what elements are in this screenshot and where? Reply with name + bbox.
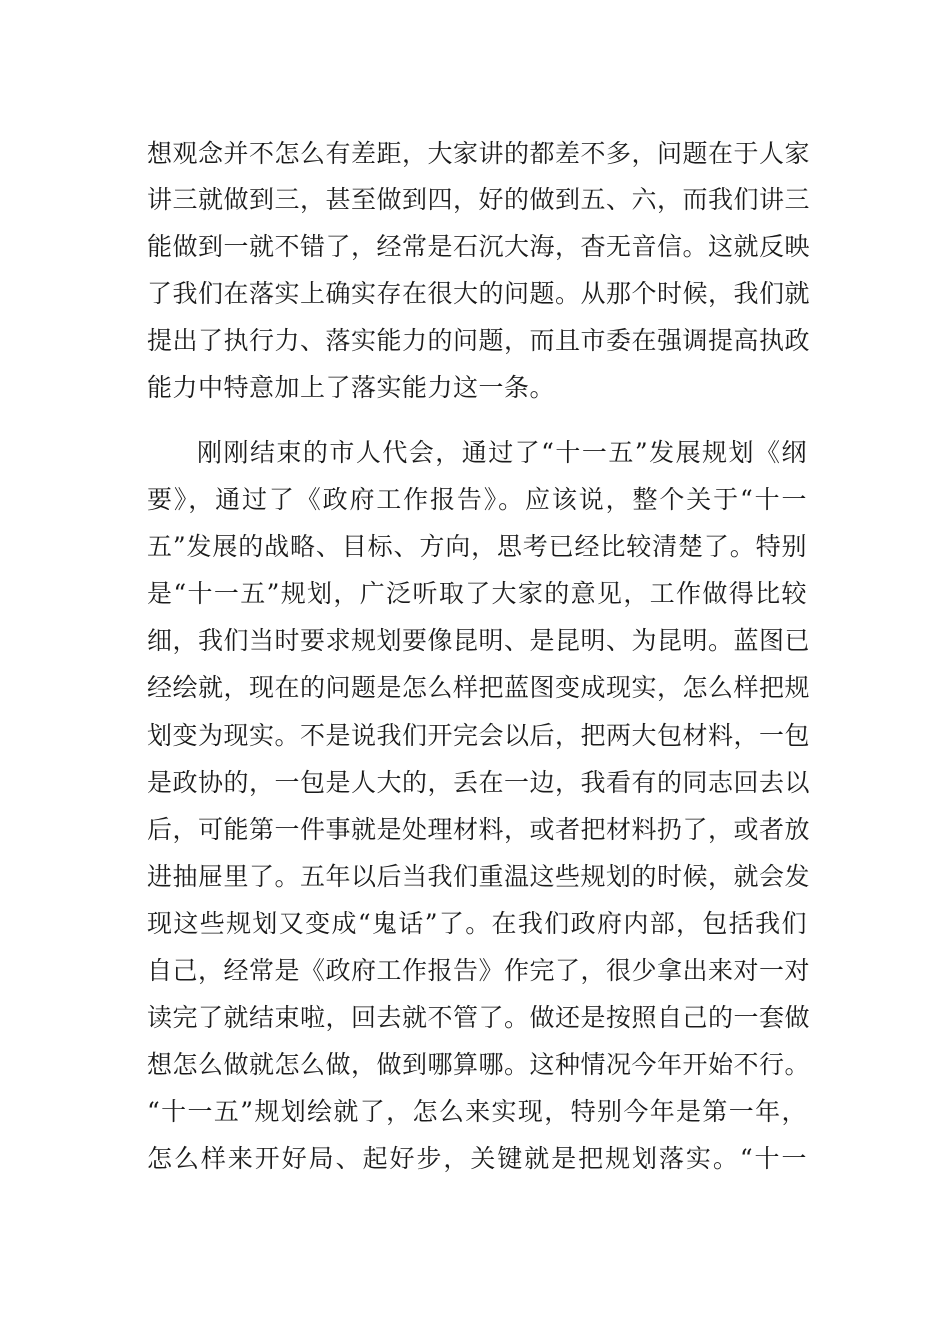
text-line-8: 要》，通过了《政府工作报告》。应该说，整个关于“十一	[147, 485, 807, 514]
text-line-7: 刚刚结束的市人代会，通过了“十一五”发展规划《纲	[197, 438, 807, 467]
text-line-21: “十一五”规划绘就了，怎么来实现，特别今年是第一年，	[147, 1097, 807, 1126]
text-line-17: 现这些规划又变成“鬼话”了。在我们政府内部，包括我们	[147, 909, 807, 938]
text-line-3: 能做到一就不错了，经常是石沉大海，杳无音信。这就反映	[147, 232, 811, 261]
text-line-16: 进抽屉里了。五年以后当我们重温这些规划的时候，就会发	[147, 862, 811, 891]
text-line-14: 是政协的，一包是人大的，丢在一边，我看有的同志回去以	[147, 768, 811, 797]
text-line-12: 经绘就，现在的问题是怎么样把蓝图变成现实，怎么样把规	[147, 673, 811, 702]
text-line-20: 想怎么做就怎么做，做到哪算哪。这种情况今年开始不行。	[147, 1050, 811, 1079]
text-line-2: 讲三就做到三，甚至做到四，好的做到五、六，而我们讲三	[147, 185, 811, 214]
text-line-4: 了我们在落实上确实存在很大的问题。从那个时候，我们就	[147, 279, 811, 308]
text-line-19: 读完了就结束啦，回去就不管了。做还是按照自己的一套做	[147, 1003, 811, 1032]
text-line-13: 划变为现实。不是说我们开完会以后，把两大包材料，一包	[147, 721, 811, 750]
text-line-1: 想观念并不怎么有差距，大家讲的都差不多，问题在于人家	[147, 139, 811, 168]
text-line-6: 能力中特意加上了落实能力这一条。	[147, 373, 556, 402]
text-line-22: 怎么样来开好局、起好步，关键就是把规划落实。“十一	[147, 1144, 807, 1173]
text-line-15: 后，可能第一件事就是处理材料，或者把材料扔了，或者放	[147, 815, 811, 844]
text-line-18: 自己，经常是《政府工作报告》作完了，很少拿出来对一对	[147, 956, 811, 985]
text-line-5: 提出了执行力、落实能力的问题，而且市委在强调提高执政	[147, 326, 811, 355]
text-line-11: 细，我们当时要求规划要像昆明、是昆明、为昆明。蓝图已	[147, 626, 811, 655]
text-line-10: 是“十一五”规划，广泛听取了大家的意见，工作做得比较	[147, 579, 807, 608]
text-line-9: 五”发展的战略、目标、方向，思考已经比较清楚了。特别	[147, 532, 807, 561]
